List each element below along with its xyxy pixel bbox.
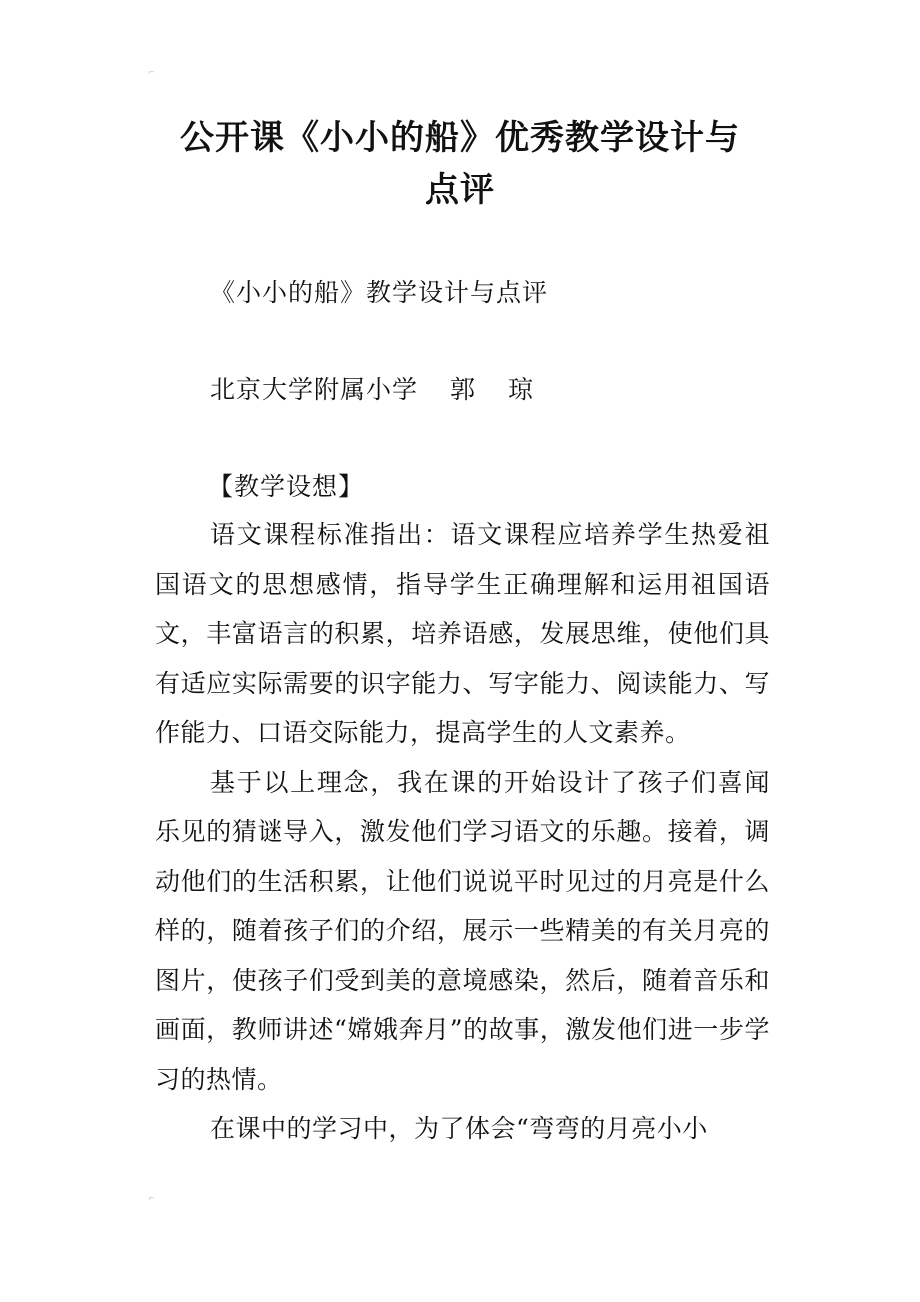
document-title (150, 112, 770, 216)
crop-mark-bottom: ⌐ (148, 1194, 155, 1203)
author-name-second: 琼 (508, 375, 535, 404)
paragraph: 语文课程标准指出：语文课程应培养学生热爱祖国语文的思想感情，指导学生正确理解和运用祖国语文，丰富语言的积累，培养语感，发展思维，使他们具有适应实际需要的识字能力、写字能力、阅读能力、写作能力、口语交际能力，提高学生的人文素养。 (155, 520, 770, 747)
author-name-first: 郭 (450, 375, 477, 404)
crop-mark-top: ⌐ (148, 68, 155, 77)
document-body (155, 510, 770, 1154)
title-line-2: 点评 (425, 170, 495, 210)
section-heading: 【教学设想】 (208, 472, 365, 501)
title-line-1: 公开课《小小的船》优秀教学设计与 (180, 118, 740, 158)
paragraph: 在课中的学习中，为了体会“弯弯的月亮小小 (210, 1114, 708, 1143)
subtitle: 《小小的船》教学设计与点评 (210, 278, 549, 307)
author-line (210, 365, 830, 415)
author-school: 北京大学附属小学 (210, 375, 419, 404)
paragraph: 基于以上理念，我在课的开始设计了孩子们喜闻乐见的猜谜导入，激发他们学习语文的乐趣。接着，调动他们的生活积累，让他们说说平时见过的月亮是什么样的，随着孩子们的介绍，展示一些精美的有关月亮的图片，使孩子们受到美的意境感染，然后，随着音乐和画面，教师讲述“嫦娥奔月”的故事，激发他们进一步学习的热情。 (155, 767, 770, 1094)
